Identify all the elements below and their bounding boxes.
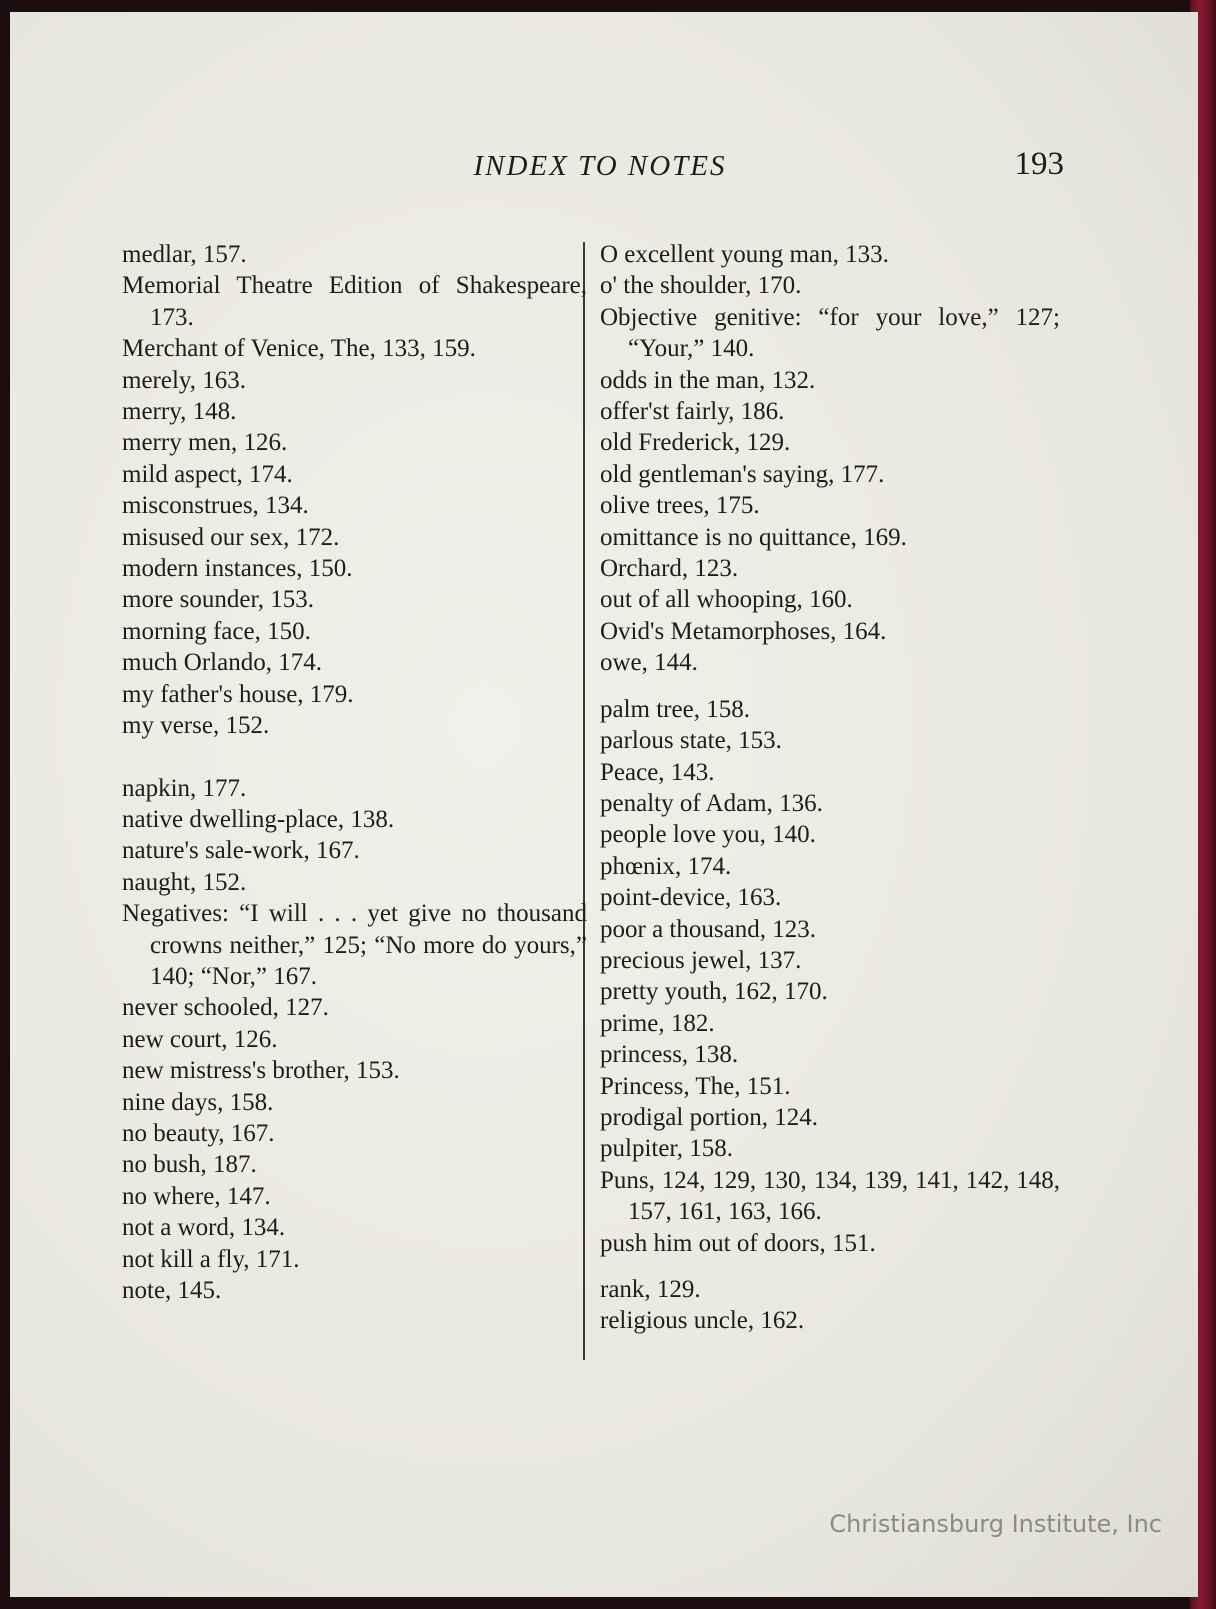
right-column <box>600 239 1060 1337</box>
index-entry: palm tree, 158. <box>600 695 750 723</box>
watermark: Christiansburg Institute, Inc <box>829 1510 1162 1538</box>
page-title: INDEX TO NOTES <box>473 150 727 182</box>
page-number: 193 <box>1014 146 1064 182</box>
index-entry: point-device, 163. <box>600 884 782 912</box>
index-entry: odds in the man, 132. <box>600 366 816 394</box>
index-entry: merely, 163. <box>122 366 247 394</box>
index-entry: new court, 126. <box>122 1025 278 1053</box>
index-entry: mild aspect, 174. <box>122 460 293 488</box>
index-entry: medlar, 157. <box>122 241 247 268</box>
index-entry: naught, 152. <box>122 868 247 896</box>
index-entry: merry, 148. <box>122 398 237 426</box>
index-entry: Princess, The, 151. <box>600 1072 791 1100</box>
section-gap <box>122 742 587 773</box>
index-entry: no bush, 187. <box>122 1151 257 1179</box>
index-entry: not kill a fly, 171. <box>122 1245 300 1273</box>
index-entry: my verse, 152. <box>122 712 270 740</box>
index-entry: misused our sex, 172. <box>122 523 340 551</box>
index-entry: misconstrues, 134. <box>122 492 309 520</box>
index-entry: offer'st fairly, 186. <box>600 398 785 426</box>
index-entry: native dwelling-place, 138. <box>122 805 395 833</box>
index-entry: not a word, 134. <box>122 1214 286 1242</box>
index-entry: old Frederick, 129. <box>600 429 791 457</box>
index-entry: nature's sale-work, 167. <box>122 837 360 865</box>
index-entry: olive trees, 175. <box>600 492 760 520</box>
index-entry: push him out of doors, 151. <box>600 1229 876 1257</box>
index-entry: never schooled, 127. <box>122 994 329 1022</box>
index-entry: owe, 144. <box>600 649 698 677</box>
index-entry: napkin, 177. <box>122 774 247 802</box>
index-entry: pulpiter, 158. <box>600 1135 734 1163</box>
index-entry: precious jewel, 137. <box>600 946 802 974</box>
index-entry: religious uncle, 162. <box>600 1307 805 1335</box>
index-entry: phœnix, 174. <box>600 852 732 880</box>
index-entry: omittance is no quittance, 169. <box>600 523 907 551</box>
section-gap <box>600 1259 1060 1274</box>
index-entry: prodigal portion, 124. <box>600 1103 819 1131</box>
index-entry: people love you, 140. <box>600 821 816 849</box>
index-entry: old gentleman's saying, 177. <box>600 460 885 488</box>
index-entry: O excellent young man, 133. <box>600 241 889 268</box>
index-entry: Memorial Theatre Edition of Shakespeare, 173. <box>122 272 587 331</box>
index-entry: Ovid's Metamorphoses, 164. <box>600 617 887 645</box>
index-entry: penalty of Adam, 136. <box>600 789 823 817</box>
index-entry: new mistress's brother, 153. <box>122 1057 400 1085</box>
index-entry: pretty youth, 162, 170. <box>600 978 828 1006</box>
index-entry: note, 145. <box>122 1277 222 1304</box>
index-entry: rank, 129. <box>600 1276 701 1303</box>
index-entry: no beauty, 167. <box>122 1119 275 1147</box>
index-entry: nine days, 158. <box>122 1088 274 1116</box>
index-entry: Objective genitive: “for your love,” 127; “Your,” 140. <box>600 303 1060 363</box>
index-entry: Puns, 124, 129, 130, 134, 139, 141, 142, 148, 157, 161, 163, 166. <box>600 1166 1060 1226</box>
index-entry: Merchant of Venice, The, 133, 159. <box>122 335 476 363</box>
index-entry: morning face, 150. <box>122 617 311 645</box>
book-page <box>10 12 1198 1597</box>
index-entry: out of all whooping, 160. <box>600 586 853 614</box>
index-entry: parlous state, 153. <box>600 727 782 755</box>
index-entry: o' the shoulder, 170. <box>600 272 802 300</box>
index-entry: Negatives: “I will . . . yet give no thousand crowns neither,” 125; “No more do yours,” 140; “Nor,” 167. <box>122 900 587 990</box>
index-entry: more sounder, 153. <box>122 586 315 614</box>
index-entry: my father's house, 179. <box>122 680 354 708</box>
index-entry: Orchard, 123. <box>600 555 739 583</box>
index-entry: merry men, 126. <box>122 429 288 457</box>
index-entry: no where, 147. <box>122 1182 271 1210</box>
index-entry: Peace, 143. <box>600 758 715 786</box>
index-entry: much Orlando, 174. <box>122 649 322 677</box>
index-entry: modern instances, 150. <box>122 555 353 583</box>
index-entry: poor a thousand, 123. <box>600 915 816 943</box>
section-gap <box>600 679 1060 694</box>
index-entry: princess, 138. <box>600 1041 739 1069</box>
left-column <box>122 239 587 1306</box>
index-entry: prime, 182. <box>600 1009 715 1037</box>
